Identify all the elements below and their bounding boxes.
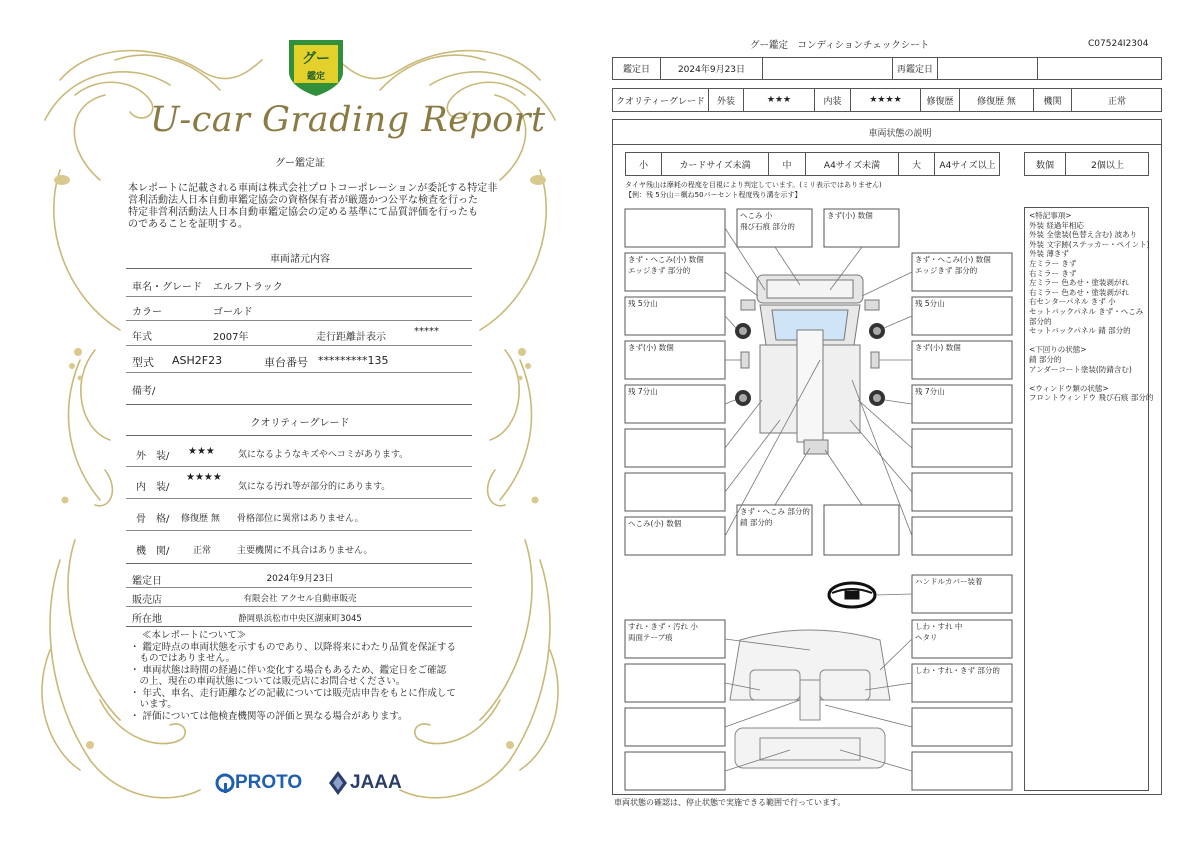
divider bbox=[126, 498, 472, 499]
remark-line: 右ミラー きず bbox=[1029, 268, 1077, 278]
footer-note: 車両状態の確認は、停止状態で実施できる範囲で行っています。 bbox=[614, 798, 846, 807]
ext-value: ★★★ bbox=[744, 89, 815, 111]
frame-comment: 骨格部位に異常はありません。 bbox=[237, 514, 364, 524]
legend-small-desc: カードサイズ未満 bbox=[662, 153, 769, 175]
rear-left-label: へこみ(小) 数個 bbox=[628, 519, 682, 528]
vehicle-diagram bbox=[600, 0, 1200, 848]
svg-text:鑑定: 鑑定 bbox=[306, 72, 326, 82]
name-value: エルフトラック bbox=[213, 282, 283, 293]
exterior-label: 外 装/ bbox=[136, 451, 170, 462]
note-line: ものではありません。 bbox=[130, 653, 236, 664]
remark-line: 外装 経過年相応 bbox=[1029, 220, 1084, 230]
remark-line: <特記事項> bbox=[1029, 211, 1072, 220]
remark-line: 外装 薄きず bbox=[1029, 249, 1069, 259]
proto-logo bbox=[215, 772, 302, 794]
front-chip-label: 飛び石痕 部分的 bbox=[740, 222, 795, 231]
divider bbox=[126, 626, 472, 627]
address-value: 静岡県浜松市中央区湖東町3045 bbox=[238, 614, 362, 624]
svg-text:グー: グー bbox=[302, 51, 330, 67]
remark-line: セットバックパネル きず・へこみ bbox=[1029, 306, 1144, 316]
remark-line: 右センターパネル きず 小 bbox=[1029, 297, 1116, 307]
int-value: ★★★★ bbox=[851, 89, 921, 111]
right-edge-label: エッジきず 部分的 bbox=[915, 266, 978, 275]
remark-line: 右ミラー 色あせ・塗装剥がれ bbox=[1029, 287, 1129, 297]
engine-label: 機関 bbox=[1034, 89, 1072, 111]
frame-label: 骨 格/ bbox=[136, 514, 170, 525]
divider bbox=[126, 320, 472, 321]
remark-line: 錆 部分的 bbox=[1029, 354, 1062, 364]
interior-label: 内 装/ bbox=[136, 482, 170, 493]
sheet-code: C07524I2304 bbox=[1088, 39, 1149, 49]
legend-count-desc: 2個以上 bbox=[1091, 160, 1124, 171]
remark-line: フロントウィンドウ 飛び石痕 部分的 bbox=[1029, 393, 1154, 403]
interior-view bbox=[730, 630, 890, 768]
divider bbox=[126, 404, 472, 405]
remark-line: アンダーコート塗装(防錆含む) bbox=[1029, 364, 1132, 374]
goo-kantei-emblem bbox=[289, 40, 343, 96]
remark-line: 外装 文字跡(ステッカー・ペイント) bbox=[1029, 239, 1150, 249]
left-front-tire-label: 残 5分山 bbox=[628, 299, 658, 308]
left-side-label: きず(小) 数個 bbox=[628, 343, 674, 352]
divider bbox=[126, 606, 472, 607]
legend-large-desc: A4サイズ以上 bbox=[939, 160, 996, 171]
engine-value: 正常 bbox=[193, 546, 212, 556]
divider bbox=[126, 345, 472, 346]
color-value: ゴールド bbox=[213, 307, 253, 318]
grade-label: クオリティーグレード bbox=[613, 89, 709, 111]
right-front-tire-label: 残 5分山 bbox=[915, 299, 945, 308]
model-label: 型式 bbox=[132, 356, 154, 369]
remark-line: セットバックパネル 錆 部分的 bbox=[1029, 326, 1131, 336]
jaaa-mark-icon bbox=[328, 770, 348, 796]
remarks-label: 備考/ bbox=[132, 386, 156, 397]
divider bbox=[126, 435, 472, 436]
left-front-label: きず・へこみ(小) 数個 bbox=[628, 255, 704, 264]
handle-cover-label: ハンドルカバー装着 bbox=[915, 577, 983, 586]
remark-line: <ウィンドウ類の状態> bbox=[1029, 383, 1109, 393]
condition-check-sheet bbox=[600, 0, 1200, 848]
right-side-label: きず(小) 数個 bbox=[915, 343, 961, 352]
rear-damage-label: きず・へこみ 部分的 bbox=[740, 507, 810, 516]
interior-tape-label: 両面テープ痕 bbox=[628, 633, 673, 642]
statement-line: 営利活動法人日本自動車鑑定協会の資格保有者が厳選かつ公平な検査を行った bbox=[128, 195, 478, 206]
remark-line: <下回りの状態> bbox=[1029, 345, 1087, 355]
statement-line: のであることを証明する。 bbox=[128, 219, 248, 230]
jaaa-logo bbox=[328, 770, 402, 796]
seat-scratch-label: しわ・すれ・きず 部分的 bbox=[915, 666, 1000, 675]
left-rear-tire-label: 残 7分山 bbox=[628, 387, 658, 396]
proto-mark-icon bbox=[215, 772, 235, 794]
right-rear-tire-label: 残 7分山 bbox=[915, 387, 945, 396]
divider bbox=[126, 466, 472, 467]
tire-example: 【例：残 5分山＝概ね50パーセント程度残り溝を示す】 bbox=[625, 191, 802, 199]
divider bbox=[126, 372, 472, 373]
report-notes bbox=[130, 630, 456, 722]
exterior-comment: 気になるようなキズやヘコミがあります。 bbox=[238, 450, 409, 460]
dealer-label: 販売店 bbox=[132, 595, 162, 606]
specs-heading: 車両諸元内容 bbox=[270, 254, 330, 265]
explain-heading: 車両状態の説明 bbox=[868, 129, 932, 139]
certificate-statement bbox=[128, 183, 496, 231]
seat-wrinkle-label: しわ・すれ 中 bbox=[915, 622, 963, 631]
note-line: ・ 鑑定時点の車両状態を示すものであり、以降将来にわたり品質を保証する bbox=[130, 641, 457, 653]
divider bbox=[126, 587, 472, 588]
year-value: 2007年 bbox=[213, 332, 249, 343]
chassis-value: *********135 bbox=[318, 354, 389, 367]
left-edge-label: エッジきず 部分的 bbox=[628, 266, 691, 275]
date-label: 鑑定日 bbox=[132, 576, 162, 587]
note-line: います。 bbox=[130, 699, 177, 710]
seat-sag-label: ヘタリ bbox=[915, 633, 938, 642]
legend-mid-desc: A4サイズ未満 bbox=[806, 153, 899, 175]
right-front-label: きず・へこみ(小) 数個 bbox=[915, 255, 991, 264]
divider bbox=[126, 530, 472, 531]
legend-mid: 中 bbox=[769, 153, 806, 175]
quality-heading: クオリティーグレード bbox=[250, 418, 350, 429]
jaaa-wordmark: JAAA bbox=[350, 772, 402, 793]
steering-wheel-icon bbox=[829, 583, 875, 607]
int-label: 内装 bbox=[815, 89, 851, 111]
reinspect-label: 再鑑定日 bbox=[893, 58, 938, 79]
interior-stars: ★★★★ bbox=[186, 472, 222, 483]
tire-note: タイヤ残山は摩耗の程度を目視により判定しています。(ミリ表示ではありません) bbox=[625, 181, 882, 189]
interior-comment: 気になる汚れ等が部分的にあります。 bbox=[238, 482, 391, 492]
frame-value: 修復歴 無 bbox=[181, 514, 220, 524]
address-label: 所在地 bbox=[132, 614, 162, 625]
divider bbox=[126, 296, 472, 297]
remark-line: 部分的 bbox=[1029, 316, 1052, 326]
truck-top-view bbox=[741, 275, 879, 454]
exterior-stars: ★★★ bbox=[188, 446, 215, 457]
statement-line: 本レポートに記載される車両は株式会社プロトコーポレーションが委託する特定非 bbox=[128, 183, 498, 194]
divider bbox=[126, 268, 472, 269]
sheet-title: グー鑑定 コンディションチェックシート bbox=[750, 40, 930, 51]
engine-comment: 主要機関に不具合はありません。 bbox=[237, 546, 373, 556]
proto-wordmark: PROTO bbox=[235, 772, 303, 793]
interior-wear-label: すれ・きず・汚れ 小 bbox=[628, 622, 698, 631]
legend-count: 数個 bbox=[1025, 153, 1066, 175]
repair-value: 修復歴 無 bbox=[960, 89, 1034, 111]
mileage-value: ***** bbox=[414, 326, 439, 337]
certificate-heading: グー鑑定証 bbox=[275, 158, 325, 169]
rear-rust-label: 錆 部分的 bbox=[740, 518, 773, 527]
date-label: 鑑定日 bbox=[613, 58, 661, 79]
engine-value: 正常 bbox=[1107, 96, 1126, 107]
statement-line: 特定非営利活動法人日本自動車鑑定協会の定める基準にて品質評価を行ったも bbox=[128, 207, 478, 218]
legend-large: 大 bbox=[899, 153, 935, 175]
notes-heading: ≪本レポートについて≫ bbox=[142, 630, 247, 641]
note-line: の上、現在の車両状態については販売店にお問合せください。 bbox=[130, 676, 406, 687]
note-line: ・ 年式、車名、走行距離などの記載については販売店申告をもとに作成して bbox=[130, 687, 456, 699]
dealer-value: 有限会社 アクセル自動車販売 bbox=[243, 594, 357, 604]
legend-small: 小 bbox=[626, 153, 662, 175]
report-title: U-car Grading Report bbox=[150, 100, 546, 140]
remark-line: 左ミラー 色あせ・塗装剥がれ bbox=[1029, 278, 1129, 288]
remark-line: 左ミラー きず bbox=[1029, 258, 1077, 268]
roof-label: きず(小) 数個 bbox=[827, 211, 873, 220]
year-label: 年式 bbox=[132, 332, 152, 343]
remark-line: 外装 全塗装(色替え含む) 波あり bbox=[1029, 230, 1138, 240]
note-line: ・ 車両状態は時間の経過に伴い変化する場合もあるため、鑑定日をご確認 bbox=[130, 664, 447, 676]
repair-label: 修復歴 bbox=[921, 89, 960, 111]
front-top-label: へこみ 小 bbox=[740, 211, 773, 220]
date-value: 2024年9月23日 bbox=[661, 58, 763, 79]
date-value: 2024年9月23日 bbox=[266, 574, 334, 584]
color-label: カラー bbox=[132, 307, 162, 318]
model-value: ASH2F23 bbox=[172, 354, 223, 367]
divider bbox=[126, 563, 472, 564]
ext-label: 外装 bbox=[709, 89, 744, 111]
engine-label: 機 関/ bbox=[136, 546, 170, 557]
note-line: ・ 評価については他検査機関等の評価と異なる場合があります。 bbox=[130, 710, 408, 722]
chassis-label: 車台番号 bbox=[264, 356, 308, 369]
mileage-label: 走行距離計表示 bbox=[316, 332, 386, 343]
name-label: 車名・グレード bbox=[132, 282, 202, 293]
